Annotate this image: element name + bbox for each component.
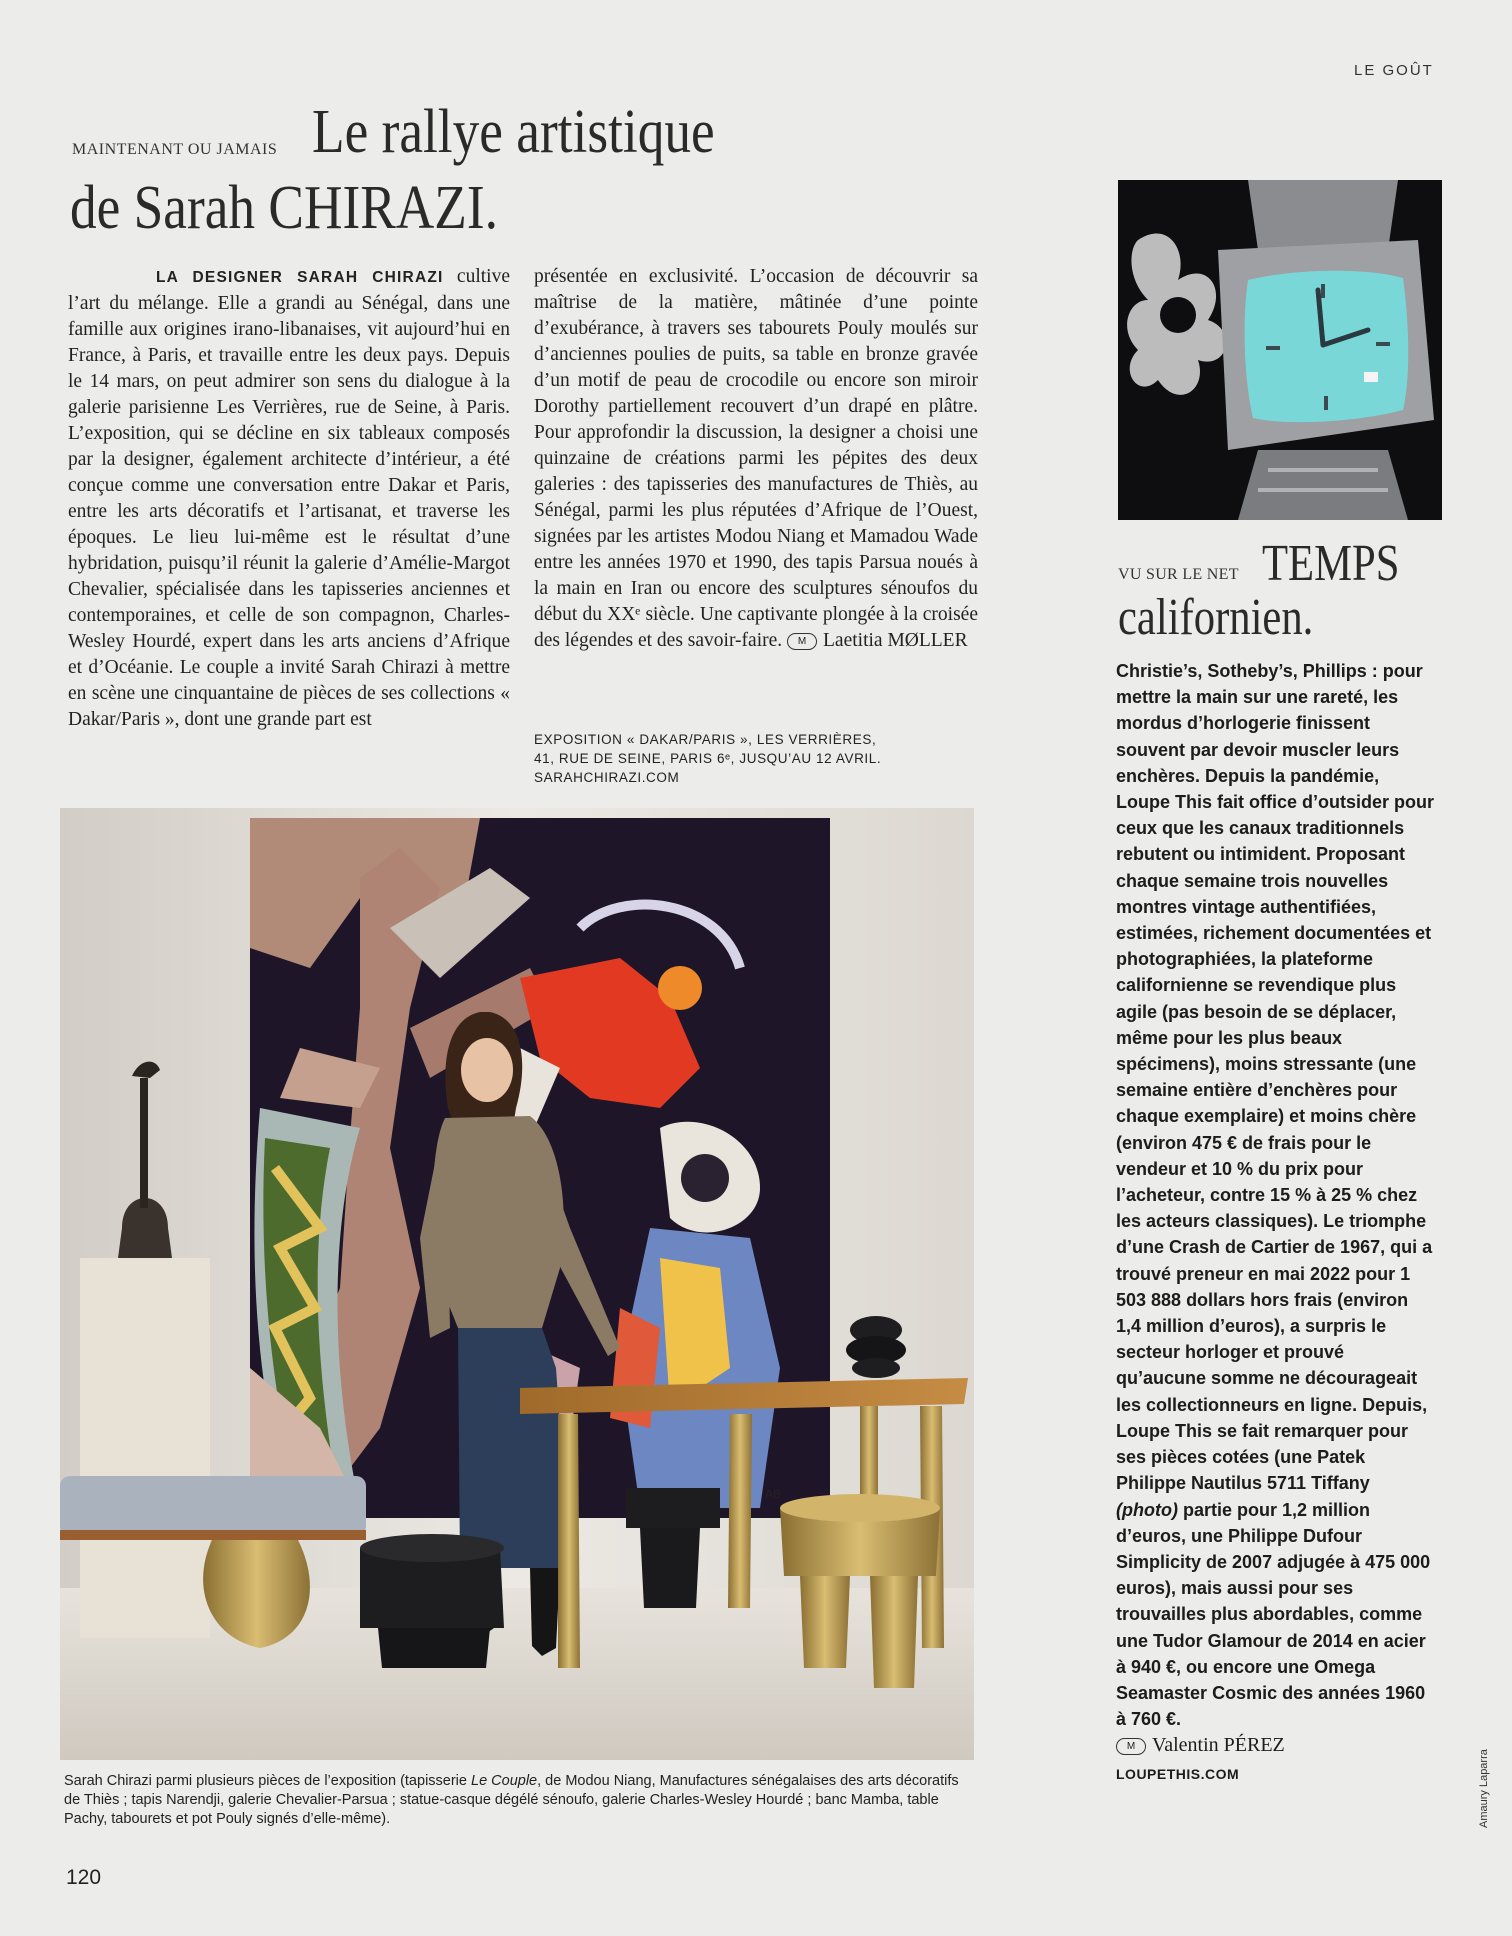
photo-caption [64,1772,964,1829]
exhibition-photo [60,808,974,1760]
author-badge-icon: M [787,633,817,650]
caption-text-1: Sarah Chirazi parmi plusieurs pièces de l’exposition (tapisserie [64,1773,471,1789]
article-col2-text: présentée en exclusivité. L’occasion de découvrir sa maîtrise de la matière, mâtinée d’une pointe d’exubérance, à travers ses tabourets Pouly moulés sur d’anciennes poulies de puits, sa table en bronze gravée d’un motif de peau de crocodile ou encore son miroir Dorothy partiellement recouvert d’un drapé en plâtre. Pour approfondir la discussion, la designer a choisi une quinzaine de créations parmi les pépites des deux galeries : des tapisseries des manufactures de Thiès, au Sénégal, parmi les plus réputées d’Afrique de l’Ouest, signées par les artistes Modou Niang et Mamadou Wade entre les années 1970 et 1990, des tapis Parsua noués à la main en Iran ou encore des sculptures sénoufos du début du XXᵉ siècle. Une captivante plongée à la croisée des légendes et des savoir-faire. [534,266,978,651]
expo-line-2: 41, RUE DE SEINE, PARIS 6ᵉ, JUSQU’AU 12 AVRIL. [534,751,882,766]
article-col1-text: cultive l’art du mélange. Elle a grandi au Sénégal, dans une famille aux origines irano-libanaises, vit aujourd’hui en France, à Paris, et travaille entre les deux pays. Depuis le 14 mars, on peut admirer son sens du dialogue à la galerie parisienne Les Verrières, rue de Seine, à Paris. L’exposition, qui se décline en six tableaux composés par la designer, également architecte d’intérieur, a été conçue comme une conversation entre Dakar et Paris, entre les arts décoratifs et l’artisanat, et traverse les époques. Le lieu lui-même est le résultat d’une hybridation, puisqu’il réunit la galerie d’Amélie-Margot Chevalier, spécialisée dans les tapisseries anciennes et contemporaines, et celle de son compagnon, Charles-Wesley Hourdé, expert dans les arts anciens d’Afrique et d’Océanie. Le couple a invité Sarah Chirazi à mettre en scène une cinquantaine de pièces de ses collections « Dakar/Paris », dont une grande part est [68,266,510,730]
section-label: LE GOÛT [1354,62,1434,79]
caption-text-2: , de Modou Niang, Manufactures sénégalaises des arts décoratifs de Thiès ; tapis Narendji, galerie Chevalier-Parsua ; statue-casque dégélé sénoufo, galerie Charles-Wesley Hourdé ; banc Mamba, table Pachy, tabourets et pot Pouly signés d’elle-même). [64,1773,959,1827]
article-column-1 [68,264,510,733]
article-title-line2: de Sarah CHIRAZI. [70,174,498,242]
expo-website-link[interactable]: SARAHCHIRAZI.COM [534,770,680,785]
article-kicker: MAINTENANT OU JAMAIS [72,141,278,158]
sidebar-title-line2: californien. [1118,589,1314,646]
article-column-2 [534,264,978,654]
sidebar-author: Valentin PÉREZ [1152,1734,1285,1757]
page-number: 120 [66,1866,102,1889]
sidebar-kicker: VU SUR LE NET [1118,566,1239,583]
sidebar-title-line1: TEMPS [1262,535,1400,592]
sidebar-article [1116,658,1434,1787]
loupethis-link[interactable]: LOUPETHIS.COM [1116,1765,1240,1782]
sidebar-author-badge-icon: M [1116,1738,1146,1755]
article-author: Laetitia MØLLER [823,630,968,651]
photo-credit: Amaury Laparra [1478,1749,1490,1828]
sidebar-text-2: partie pour 1,2 million d’euros, une Philippe Dufour Simplicity de 2007 adjugée à 475 000 euros), mais aussi pour ses trouvailles plus abordables, comme une Tudor Glamour de 2014 en acier à 940 €, ou encore une Omega Seamaster Cosmic des années 1960 à 760 €. [1116,1499,1431,1730]
caption-artwork-title: Le Couple [471,1773,538,1789]
expo-line-1: EXPOSITION « DAKAR/PARIS », LES VERRIÈRES, [534,732,877,747]
sidebar-photo-ref: (photo) [1116,1499,1178,1520]
watch-photo [1118,180,1442,520]
exhibition-info [534,730,984,787]
tapestry-signature: AB [765,1487,782,1501]
article-lead: LA DESIGNER SARAH CHIRAZI [156,269,444,286]
sidebar-text-1: Christie’s, Sotheby’s, Phillips : pour mettre la main sur une rareté, les mordus d’horlogerie finissent souvent par devoir muscler leurs enchères. Depuis la pandémie, Loupe This fait office d’outsider pour ceux que les canaux traditionnels rebutent ou intimident. Proposant chaque semaine trois nouvelles montres vintage authentifiées, estimées, richement documentées et photographiées, la plateforme californienne se revendique plus agile (pas besoin de se déplacer, même pour les plus beaux spécimens), moins stressante (une semaine entière d’enchères pour chaque exemplaire) et moins chère (environ 475 € de frais pour le vendeur et 10 % du prix pour l’acheteur, contre 15 % à 25 % chez les acteurs classiques). Le triomphe d’une Crash de Cartier de 1967, qui a trouvé preneur en mai 2022 pour 1 503 888 dollars hors frais (environ 1,4 million d’euros), a surpris le secteur horloger et prouvé qu’aucune somme ne décourageait les collectionneurs en ligne. Depuis, Loupe This se fait remarquer pour ses pièces cotées (une Patek Philippe Nautilus 5711 Tiffany [1116,661,1434,1494]
article-title-line1: Le rallye artistique [312,98,715,166]
